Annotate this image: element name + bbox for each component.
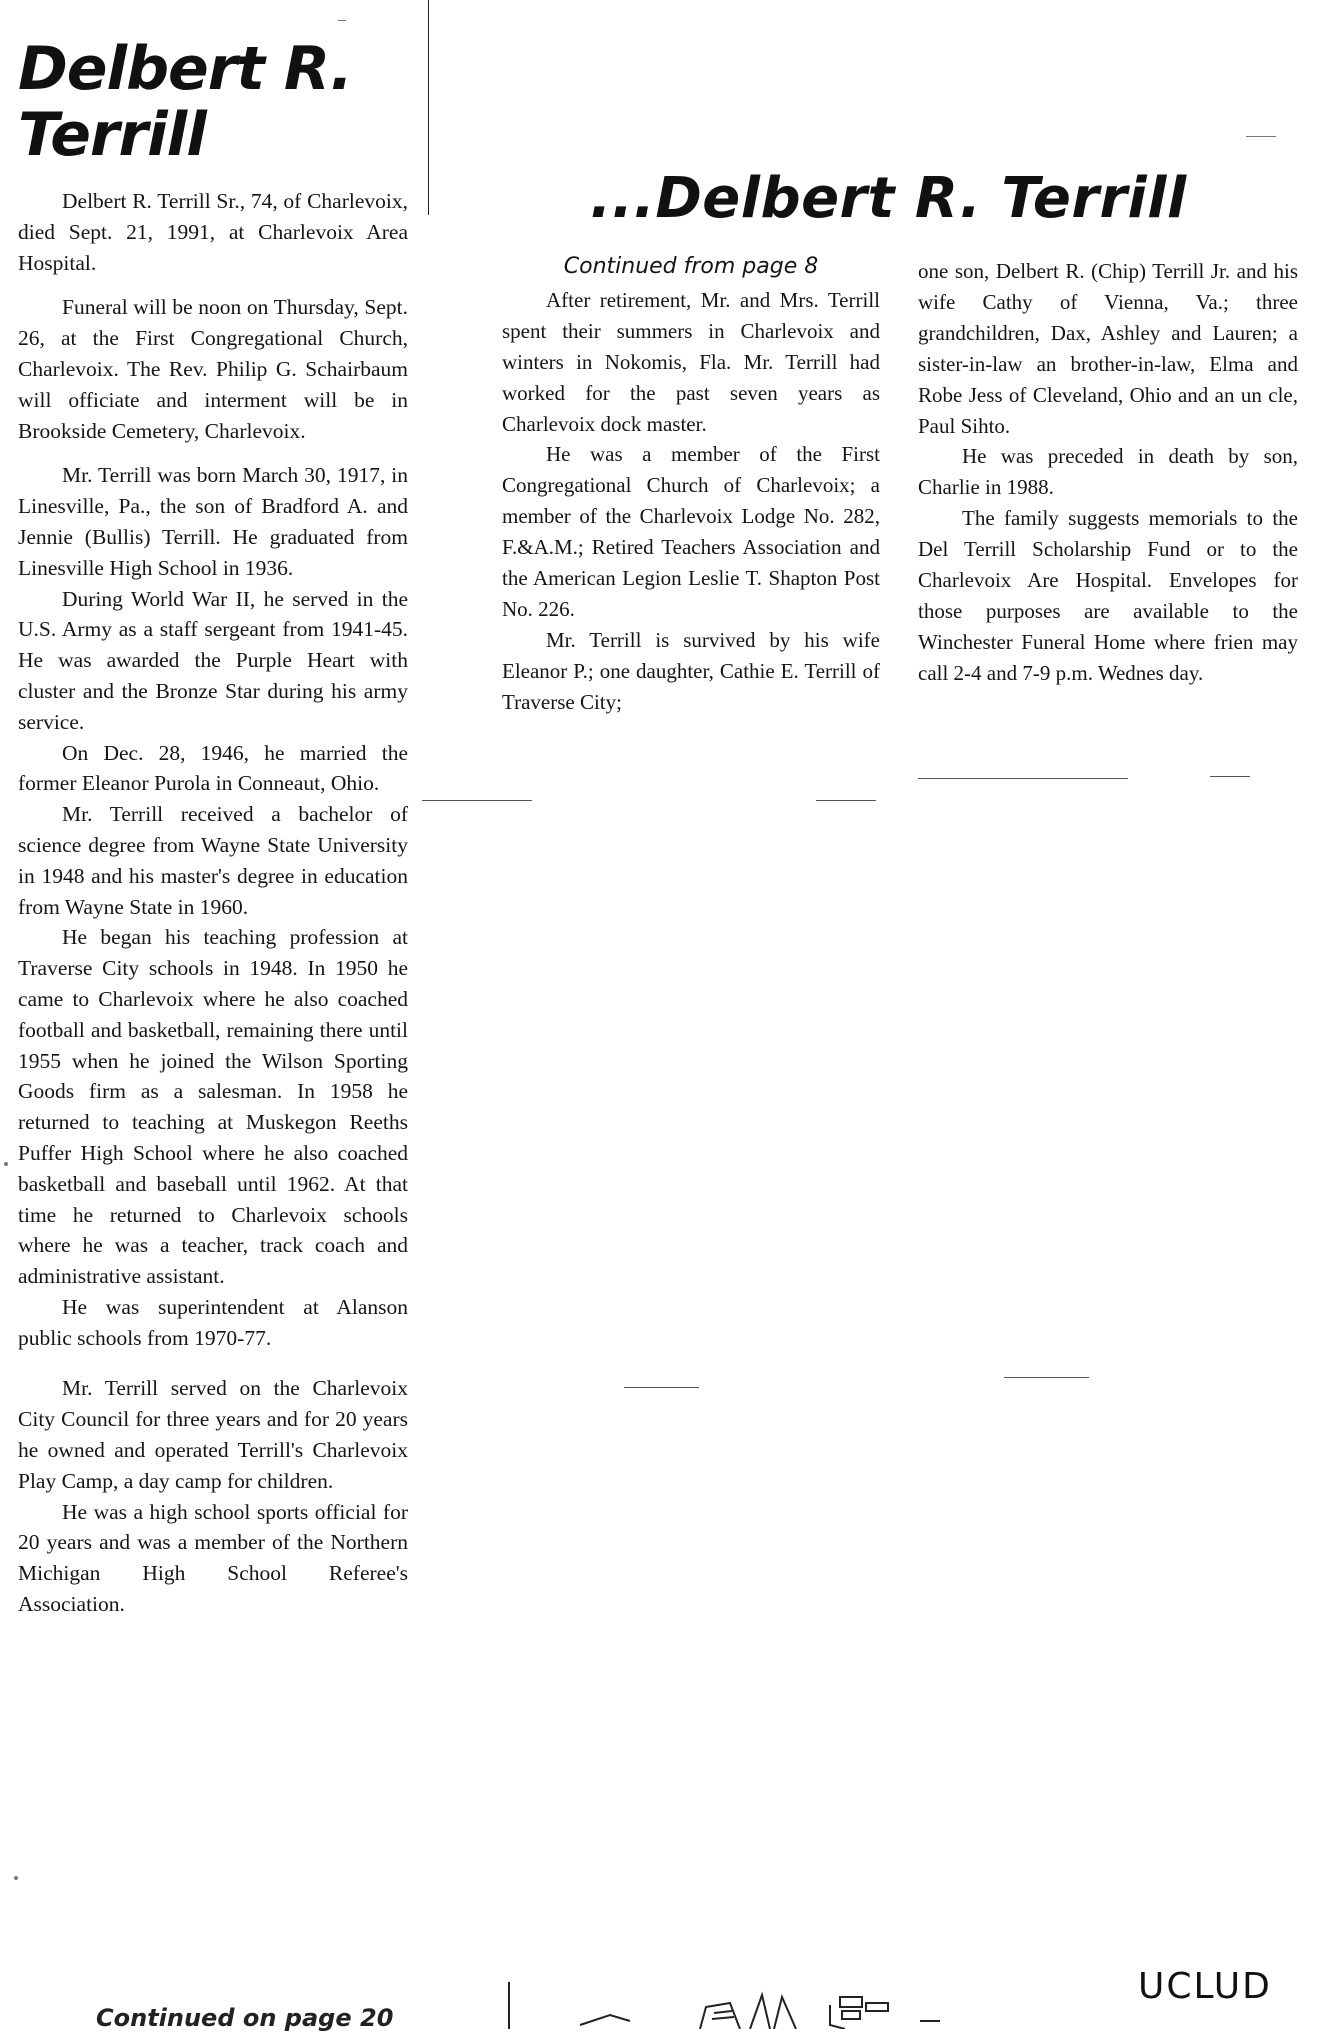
left-paragraph: Mr. Terrill was born March 30, 1917, in Linesville, Pa., the son of Bradford A. and Jennie (Bullis) Terrill. He graduated from Linesville High School in 1936. (18, 463, 408, 580)
scan-speck (14, 1876, 18, 1880)
left-paragraph: During World War II, he served in the U.S. Army as a staff sergeant from 1941-45. He was awarded the Purple Heart with cluster and the Bronze Star during his army service. (18, 586, 408, 734)
right-paragraph: He was preceded in death by son, Charlie in 1988. (918, 444, 1298, 500)
divider-rule (1210, 776, 1250, 777)
column-rule-left (428, 0, 429, 215)
scan-speck (4, 1162, 8, 1166)
scan-speck (1246, 136, 1276, 137)
right-continued-note: Continued from page 8 (563, 254, 819, 279)
right-paragraph: He was a member of the First Congregational Church of Charlevoix; a member of the Charlevoix Lodge No. 282, F.&A.M.; Retired Teachers Association and the American Legion Leslie T. Shapton Post No. 226. (502, 442, 880, 621)
divider-rule (918, 778, 1128, 779)
cutoff-illustration-fragment (500, 1985, 940, 2029)
left-article-title: Delbert R. Terrill (18, 34, 352, 170)
scan-speck (338, 20, 346, 21)
divider-rule (816, 800, 876, 801)
left-paragraph: He was superintendent at Alanson public schools from 1970-77. (18, 1294, 408, 1350)
cutoff-heading-fragment: UCLUD (1138, 1966, 1272, 2007)
left-continued-note: Continued on page 20 (96, 2004, 394, 2032)
right-paragraph: one son, Delbert R. (Chip) Terrill Jr. and his wife Cathy of Vienna, Va.; three grandchildren, Dax, Ashley and Lauren; a sister-in-law an brother-in-law, Elma and Robe Jess of Cleveland, Ohio and an un cle, Paul Sihto. (918, 259, 1298, 438)
left-paragraph: Mr. Terrill served on the Charlevoix City Council for three years and for 20 years he owned and operated Terrill's Charlevoix Play Camp, a day camp for children. (18, 1376, 408, 1493)
left-article-body (18, 186, 408, 1620)
right-article-column-1 (502, 252, 880, 718)
left-paragraph: Mr. Terrill received a bachelor of science degree from Wayne State University in 1948 and his master's degree in education from Wayne State in 1960. (18, 802, 408, 919)
left-paragraph: Delbert R. Terrill Sr., 74, of Charlevoix, died Sept. 21, 1991, at Charlevoix Area Hospital. (18, 189, 408, 275)
divider-rule (422, 800, 532, 801)
right-paragraph: After retirement, Mr. and Mrs. Terrill spent their summers in Charlevoix and winters in Nokomis, Fla. Mr. Terrill had worked for the past seven years as Charlevoix dock master. (502, 287, 880, 436)
left-paragraph: On Dec. 28, 1946, he married the former Eleanor Purola in Conneaut, Ohio. (18, 740, 408, 796)
divider-rule (1004, 1377, 1089, 1378)
divider-rule (624, 1387, 699, 1388)
right-article-column-2 (918, 256, 1298, 689)
right-article-title: ...Delbert R. Terrill (590, 166, 1187, 231)
left-paragraph: He began his teaching profession at Traverse City schools in 1948. In 1950 he came to Charlevoix where he also coached football and basketball, remaining there until 1955 when he joined the Wilson Sporting Goods firm as a salesman. In 1958 he returned to teaching at Muskegon Reeths Puffer High School where he also coached basketball and baseball until 1962. At that time he returned to Charlevoix schools where he was a teacher, track coach and administrative assistant. (18, 925, 408, 1289)
left-paragraph: Funeral will be noon on Thursday, Sept. 26, at the First Congregational Church, Charlevoix. The Rev. Philip G. Schairbaum will officiate and interment will be in Brookside Cemetery, Charlevoix. (18, 295, 408, 443)
left-paragraph: He was a high school sports official for 20 years and was a member of the Northern Michigan High School Referee's Association. (18, 1499, 408, 1617)
right-paragraph: The family suggests memorials to the Del Terrill Scholarship Fund or to the Charlevoix Are Hospital. Envelopes for those purposes are available to the Winchester Funeral Home where frien may call 2-4 and 7-9 p.m. Wednes day. (918, 506, 1298, 685)
right-paragraph: Mr. Terrill is survived by his wife Eleanor P.; one daughter, Cathie E. Terrill of Traverse City; (502, 627, 880, 714)
